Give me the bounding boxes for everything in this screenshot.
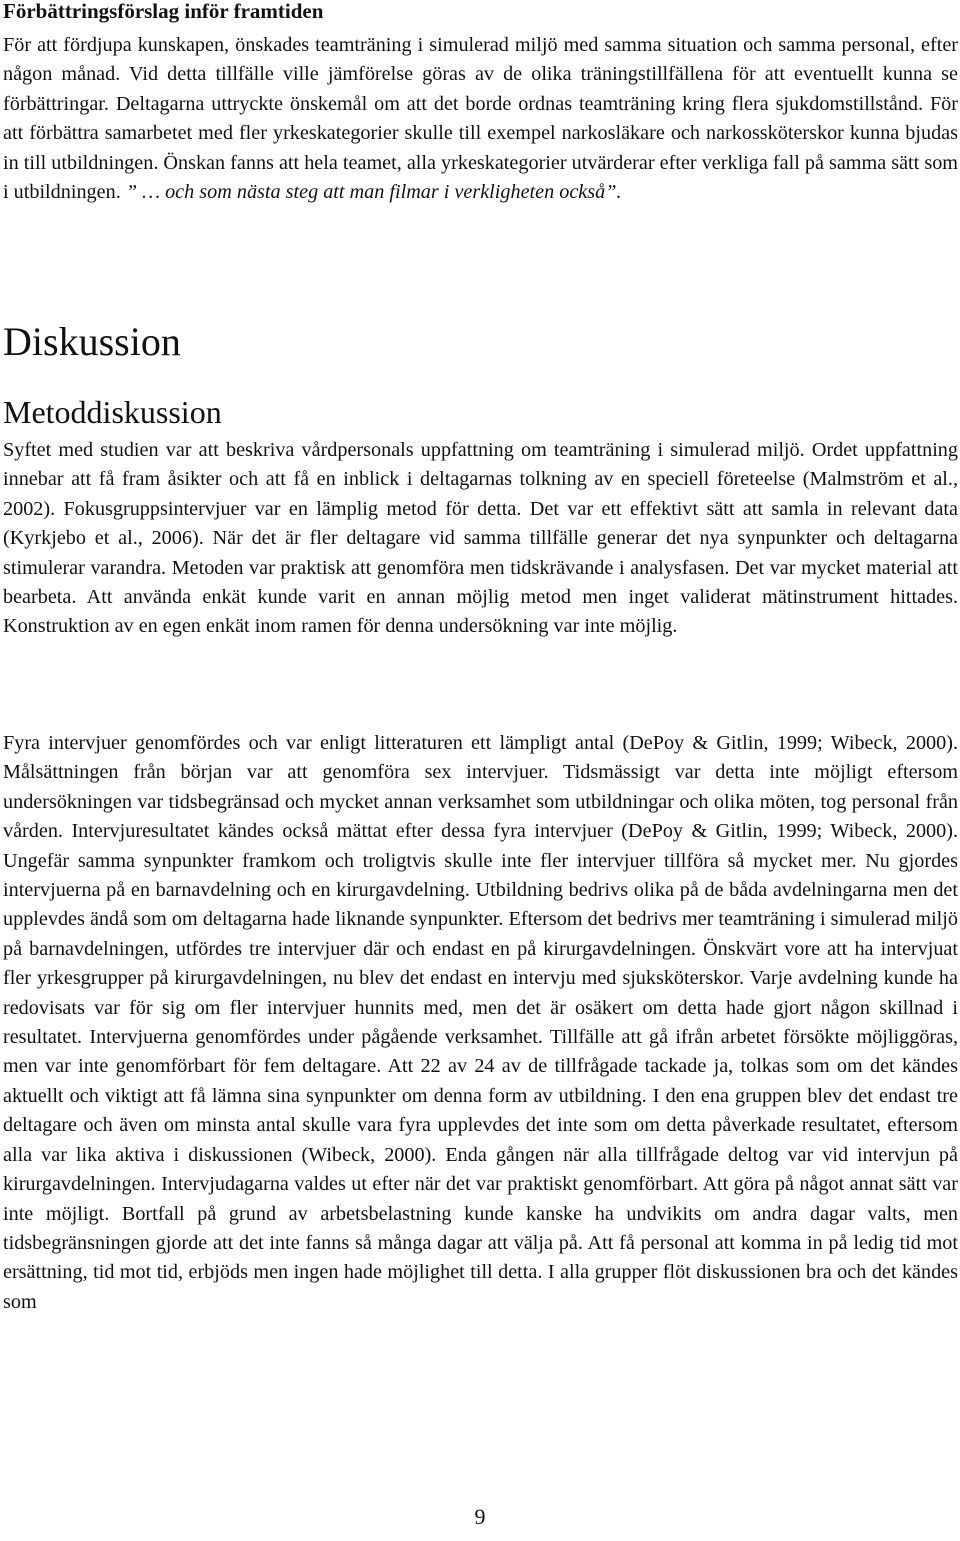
improvements-quote: ” … och som nästa steg att man filmar i verkligheten också”. (125, 181, 622, 204)
discussion-heading: Diskussion (3, 319, 181, 364)
improvements-body: För att fördjupa kunskapen, önskades teamträning i simulerad miljö med samma situation och samma personal, efter någon månad. Vid detta tillfälle ville jämförelse göras av de olika träningstillfällena för att eventuellt kunna se förbättringar. Deltagarna uttryckte önskemål om att det borde ordnas teamträning kring flera sjukdomstillstånd. För att förbättra samarbetet med fler yrkeskategorier skulle till exempel narkosläkare och narkossköterskor kunna bjudas in till utbildningen. Önskan fanns att hela teamet, alla yrkeskategorier utvärderar efter verkliga fall på samma sätt som i utbildningen. (3, 34, 958, 204)
improvements-heading: Förbättringsförslag inför framtiden (3, 0, 324, 23)
method-discussion-heading: Metoddiskussion (3, 394, 222, 430)
method-discussion-paragraph-2: Fyra intervjuer genomfördes och var enligt litteraturen ett lämpligt antal (DePoy & Gitlin, 1999; Wibeck, 2000). Målsättningen från början var att genomföra sex intervjuer. Tidsmässigt var detta inte möjligt eftersom undersökningen var tidsbegränsad och mycket annan verksamhet som utbildningar och olika möten, tog personal från vården. Intervjuresultatet kändes också mättat efter dessa fyra intervjuer (DePoy & Gitlin, 1999; Wibeck, 2000). Ungefär samma synpunkter framkom och troligtvis skulle inte fler intervjuer tillföra så mycket mer. Nu gjordes intervjuerna på en barnavdelning och en kirurgavdelning. Utbildning bedrivs olika på de båda avdelningarna men det upplevdes ändå som om deltagarna hade liknande synpunkter. Eftersom det bedrivs mer teamträning i simulerad miljö på barnavdelningen, utfördes tre intervjuer där och endast en på kirurgavdelningen. Önskvärt vore att ha intervjuat fler yrkesgrupper på kirurgavdelningen, nu blev det endast en intervju med sjuksköterskor. Varje avdelning kunde ha redovisats var för sig om fler intervjuer hunnits med, men det är osäkert om detta hade gjort någon skillnad i resultatet. Intervjuerna genomfördes under pågående verksamhet. Tillfälle att gå ifrån arbetet försökte möjliggöras, men var inte genomförbart för fem deltagare. Att 22 av 24 av de tillfrågade tackade ja, tolkas som om det kändes aktuellt och viktigt att få lämna sina synpunkter om denna form av utbildning. I den ena gruppen blev det endast tre deltagare och även om minsta antal skulle vara fyra upplevdes det inte som om detta påverkade resultatet, eftersom alla var lika aktiva i diskussionen (Wibeck, 2000). Enda gången när alla tillfrågade deltog var vid intervjun på kirurgavdelningen. Intervjudagarna valdes ut efter när det var praktiskt genomförbart. Att göra på något annat sätt var inte möjligt. Bortfall på grund av arbetsbelastning kunde kanske ha undvikits om andra dagar valts, men tidsbegränsningen gjorde att det inte fanns så många dagar att välja på. Att få personal att komma in på ledig tid mot ersättning, tid mot tid, erbjöds men ingen hade möjlighet till detta. I alla grupper flöt diskussionen bra och det kändes som (3, 732, 958, 1313)
page-number: 9 (474, 1504, 486, 1529)
method-discussion-paragraph-1: Syftet med studien var att beskriva vårdpersonals uppfattning om teamträning i simulerad miljö. Ordet uppfattning innebar att få fram åsikter och att få en inblick i deltagarnas tolkning av en speciell företeelse (Malmström et al., 2002). Fokusgruppsintervjuer var en lämplig metod för detta. Det var ett effektivt sätt att samla in relevant data (Kyrkjebo et al., 2006). När det är fler deltagare vid samma tillfälle generar det nya synpunkter och deltagarna stimulerar varandra. Metoden var praktisk att genomföra men tidskrävande i analysfasen. Det var mycket material att bearbeta. Att använda enkät kunde varit en annan möjlig metod men inget validerat mätinstrument hittades. Konstruktion av en egen enkät inom ramen för denna undersökning var inte möjlig. (3, 439, 958, 638)
improvements-paragraph (0, 31, 960, 207)
